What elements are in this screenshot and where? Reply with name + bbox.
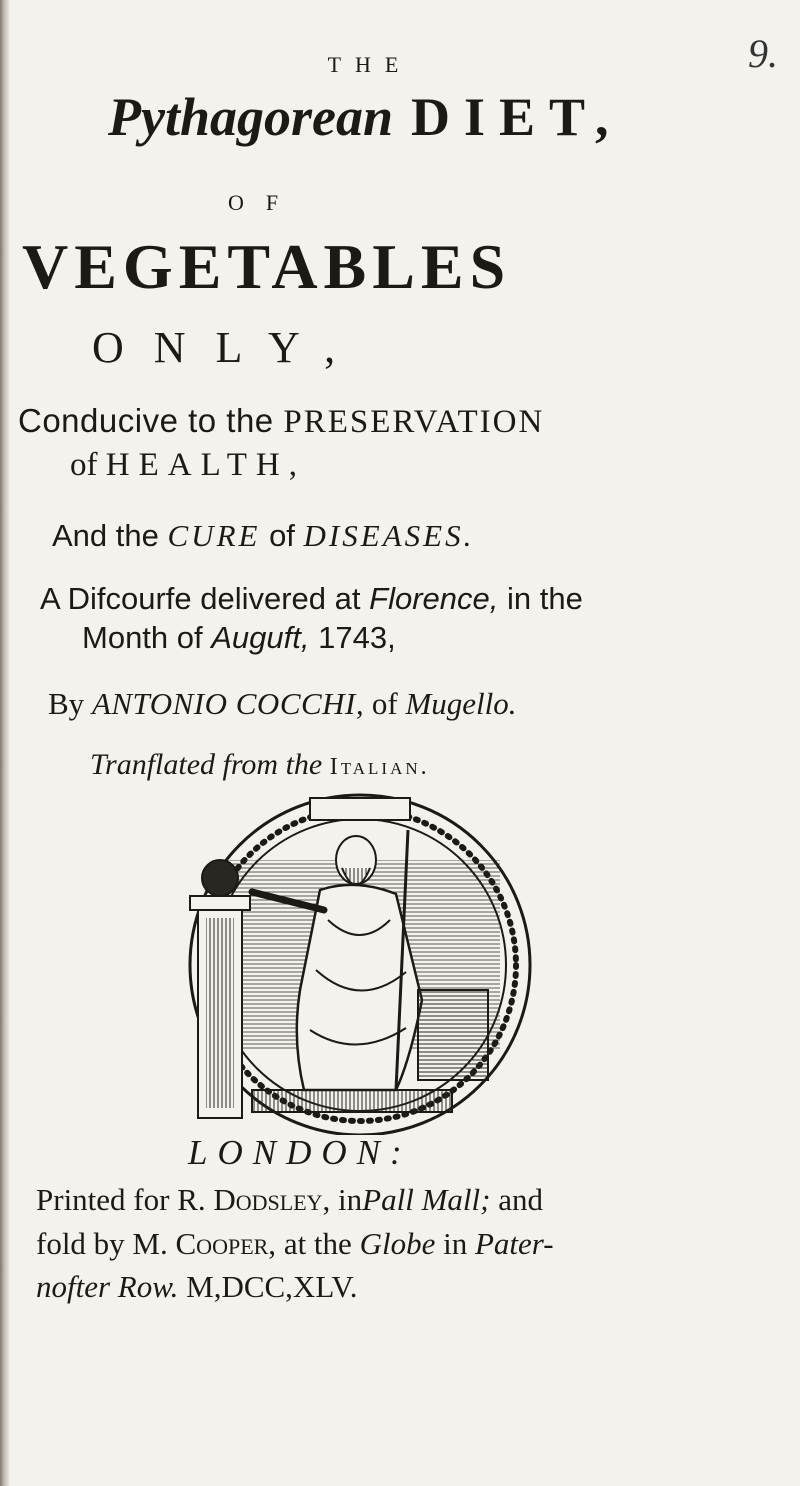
translated-language: Italian. (329, 754, 430, 780)
subtitle-health: HEALTH, (105, 447, 306, 483)
subtitle-cure: CURE (167, 518, 261, 553)
author-name: ANTONIO COCCHI, (91, 686, 365, 721)
subtitle-of2: of (269, 518, 295, 553)
imprint-line-2 (36, 1226, 554, 1262)
title-pythagorean-diet (108, 86, 623, 148)
title-vegetables: VEGETABLES (22, 231, 512, 302)
title-of: OF (228, 190, 301, 215)
imprint-at-the: at the (283, 1226, 352, 1261)
imprint-line-1 (36, 1182, 543, 1218)
column-flute (206, 918, 234, 1108)
discourse-in-the: in the (507, 581, 583, 616)
author-place: Mugello. (405, 686, 517, 721)
title-only: ONLY, (92, 323, 366, 372)
translated-from: Tranflated from the (90, 748, 323, 781)
imprint-pall-mall: Pall Mall; (362, 1182, 491, 1217)
top-inscription-band (310, 798, 410, 820)
subtitle-preservation: PRESERVATION (283, 404, 545, 440)
discourse-month-of: Month of (82, 620, 203, 655)
subtitle-conducive (18, 402, 544, 441)
title-pythagorean: Pythagorean (108, 87, 394, 147)
discourse-florence: Florence, (369, 581, 499, 616)
discourse-august: Auguft, (211, 620, 310, 655)
imprint-line-3 (36, 1269, 358, 1305)
imprint-year: M,DCC,XLV. (186, 1269, 358, 1304)
imprint-printed-for: Printed for R. (36, 1182, 206, 1217)
globe-on-column (202, 860, 238, 896)
subtitle-health-line (70, 447, 306, 484)
ground-plinth (252, 1090, 452, 1112)
folio-mark: 9. (748, 31, 778, 76)
subtitle-and-the: And the (52, 518, 159, 553)
imprint-sold-by: fold by M. (36, 1226, 168, 1261)
author-by: By (48, 686, 85, 721)
imprint-london-text: LONDON: (188, 1133, 412, 1172)
title-diet: DIET, (411, 87, 623, 147)
imprint-pater-2: nofter Row. (36, 1269, 179, 1304)
discourse-line-2 (82, 620, 396, 656)
subtitle-of: of (70, 447, 98, 483)
imprint-globe: Globe (359, 1226, 436, 1261)
imprint-in: in (338, 1182, 363, 1217)
discourse-year: 1743, (318, 620, 396, 655)
column-capital (190, 896, 250, 910)
subtitle-cure-line (52, 518, 474, 554)
subtitle-conducive-text: Conducive to the (18, 402, 274, 439)
imprint-pater-1: Pater- (474, 1226, 554, 1261)
author-of: of (371, 686, 398, 721)
discourse-text: A Difcourfe delivered at (40, 581, 361, 616)
pythagoras-vignette-icon (160, 790, 560, 1135)
discourse-line-1 (40, 581, 583, 617)
subtitle-diseases: DISEASES. (303, 518, 475, 553)
imprint-and: and (498, 1182, 543, 1217)
imprint-cooper: Cooper, (175, 1226, 277, 1261)
author-line (48, 686, 517, 722)
imprint-in2: in (443, 1226, 468, 1261)
imprint-dodsley: Dodsley, (213, 1182, 331, 1217)
translated-line (90, 748, 430, 782)
imprint-london (188, 1133, 412, 1173)
seat-block (418, 990, 488, 1080)
title-the: THE (327, 52, 413, 77)
binding-gutter (0, 0, 10, 1486)
